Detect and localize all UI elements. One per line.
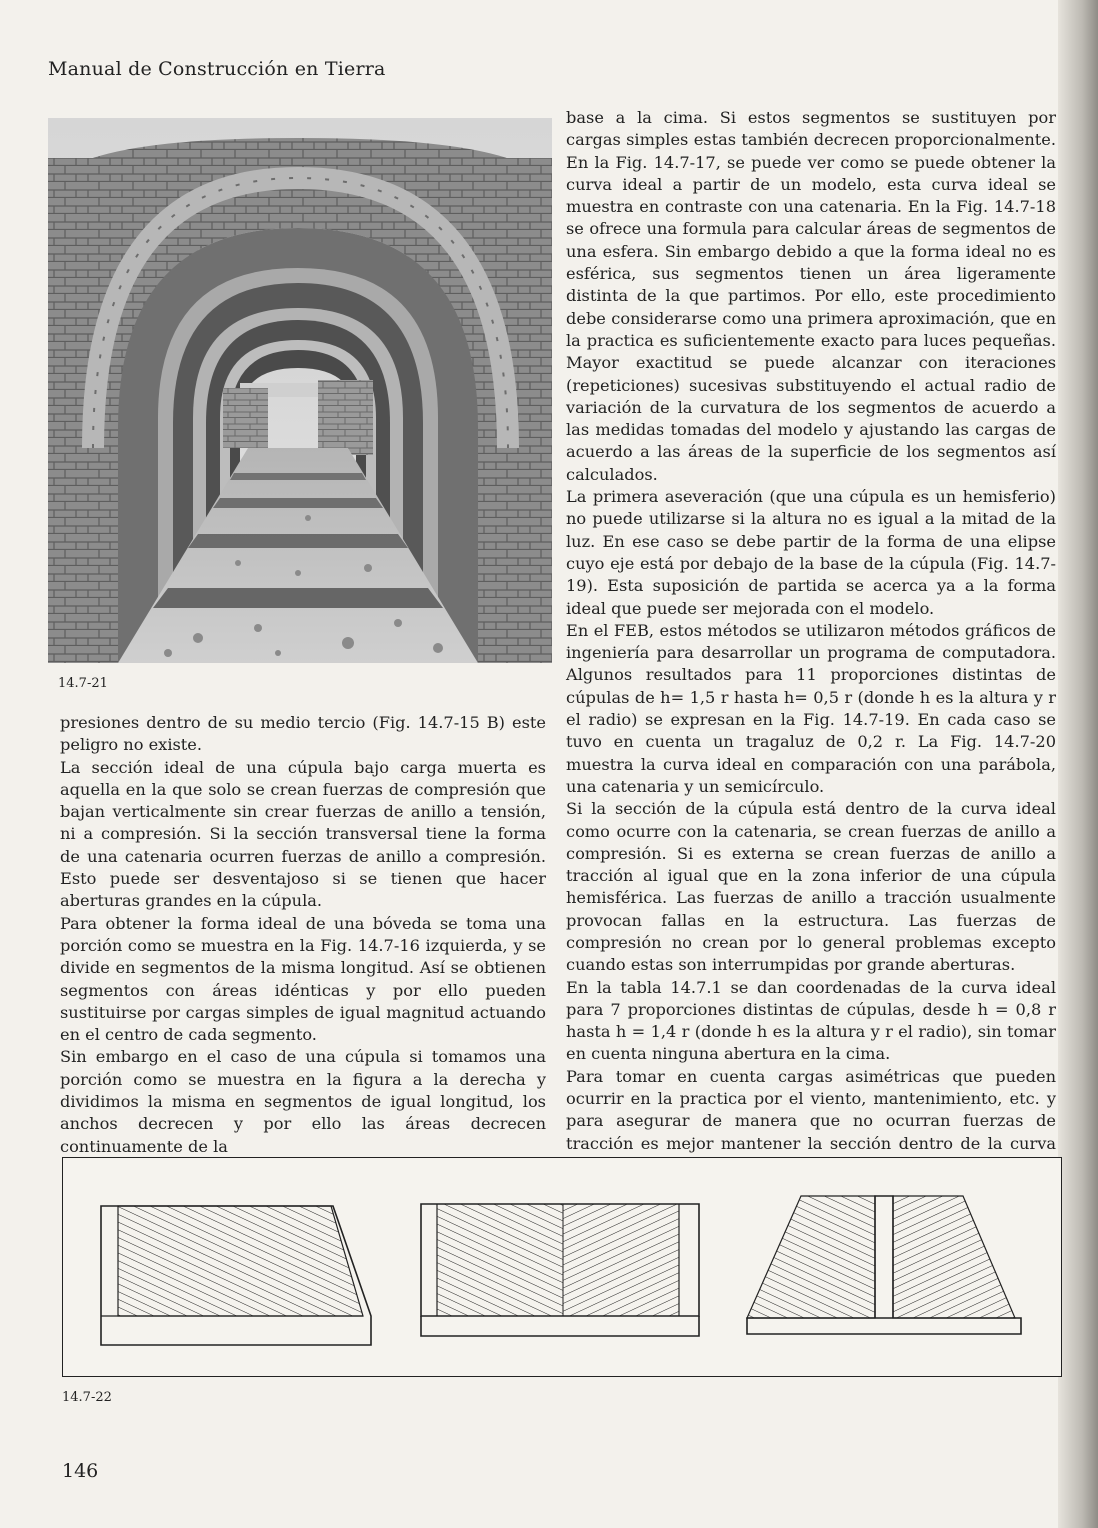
- right-paragraph: Si la sección de la cúpula está dentro de la curva ideal como ocurre con la catenaria, se crean fuerzas de anillo a compresión. Si es externa se crean fuerzas de anillo a tracción al igual que en la zona inferior de una cúpula hemisférica. Las fuerzas de anillo a tracción usualmente provocan fallas en la estructura. Las fuerzas de compresión no crean por lo general problemas excepto cuando estas son interrumpidas por grande aberturas.: [566, 799, 1056, 975]
- right-paragraph: En el FEB, estos métodos se utilizaron métodos gráficos de ingeniería para desarrollar un programa de computadora. Algunos resultados para 11 proporciones distintas de cúpulas de h= 1,5 r hasta h= 0,5 r (donde h es la altura y r el radio) se expresan en la Fig. 14.7-19. En cada caso se tuvo en cuenta un tragaluz de 0,2 r. La Fig. 14.7-20 muestra la curva ideal en comparación con una parábola, una catenaria y un semicírculo.: [566, 620, 1056, 796]
- arch-photo-illustration: [48, 118, 552, 663]
- section-divided: [747, 1196, 1021, 1334]
- left-column: [60, 712, 546, 1158]
- section-trapezoid: [101, 1206, 371, 1345]
- diagram-caption: 14.7-22: [62, 1390, 112, 1405]
- section-diagram: [62, 1157, 1062, 1377]
- right-paragraph: base a la cima. Si estos segmentos se sustituyen por cargas simples estas también decrecen proporcionalmente. En la Fig. 14.7-17, se puede ver como se puede obtener la curva ideal a partir de un modelo, esta curva ideal se muestra en contraste con una catenaria. En la Fig. 14.7-18 se ofrece una formula para calcular áreas de segmentos de una esfera. Sin embargo debido a que la forma ideal no es esférica, sus segmentos tienen un área ligeramente distinta de la que partimos. Por ello, este procedimiento debe considerarse como una primera aproximación, que en la practica es suficientemente exacto para luces pequeñas. Mayor exactitud se puede alcanzar con iteraciones (repeticiones) sucesivas substituyendo el actual radio de variación de la curvatura de los segmentos de acuerdo a las medidas tomadas del modelo y ajustando las cargas de acuerdo a las áreas de la superficie de los segmentos así calculados.: [566, 108, 1056, 484]
- page-number: 146: [62, 1460, 99, 1482]
- left-paragraph: presiones dentro de su medio tercio (Fig. 14.7-15 B) este peligro no existe.: [60, 713, 546, 755]
- right-paragraph: En la tabla 14.7.1 se dan coordenadas de la curva ideal para 7 proporciones distintas de cúpulas, desde h = 0,8 r hasta h = 1,4 r (donde h es la altura y r el radio), sin tomar en cuenta ninguna abertura en la cima.: [566, 977, 1056, 1064]
- right-column: [566, 107, 1056, 1177]
- photo-caption: 14.7-21: [58, 676, 108, 691]
- left-paragraph: Sin embargo en el caso de una cúpula si tomamos una porción como se muestra en la figura a la derecha y dividimos la misma en segmentos de igual longitud, los anchos decrecen y por ello las áreas decrecen continuamente de la: [60, 1047, 546, 1156]
- left-paragraph: La sección ideal de una cúpula bajo carga muerta es aquella en la que solo se crean fuerzas de compresión que bajan verticalmente sin crear fuerzas de anillo a tensión, ni a compresión. Si la sección transversal tiene la forma de una catenaria ocurren fuerzas de anillo a compresión. Esto puede ser desventajoso si se tienen que hacer aberturas grandes en la cúpula.: [60, 757, 546, 911]
- page-edge-shadow: [1058, 0, 1098, 1528]
- arch-photo: [48, 118, 552, 663]
- running-title: Manual de Construcción en Tierra: [48, 58, 386, 80]
- left-paragraph: Para obtener la forma ideal de una bóveda se toma una porción como se muestra en la Fig. 14.7-16 izquierda, y se divide en segmentos de la misma longitud. Así se obtienen segmentos con áreas idénticas y por ello pueden sustituirse por cargas simples de igual magnitud actuando en el centro de cada segmento.: [60, 913, 546, 1045]
- right-paragraph: La primera aseveración (que una cúpula es un hemisferio) no puede utilizarse si la altura no es igual a la mitad de la luz. En ese caso se debe partir de la forma de una elipse cuyo eje está por debajo de la base de la cúpula (Fig. 14.7-19). Esta suposición de partida se acerca ya a la forma ideal que puede ser mejorada con el modelo.: [566, 487, 1056, 618]
- section-diagram-drawing: [63, 1158, 1061, 1376]
- section-segmented: [421, 1204, 699, 1336]
- right-paragraph: Para tomar en cuenta cargas asimétricas que pueden ocurrir en la practica por el viento, mantenimiento, etc. y para asegurar de manera que no ocurran fuerzas de tracción es mejor mantener la sección dentro de la curva: [566, 1066, 1056, 1153]
